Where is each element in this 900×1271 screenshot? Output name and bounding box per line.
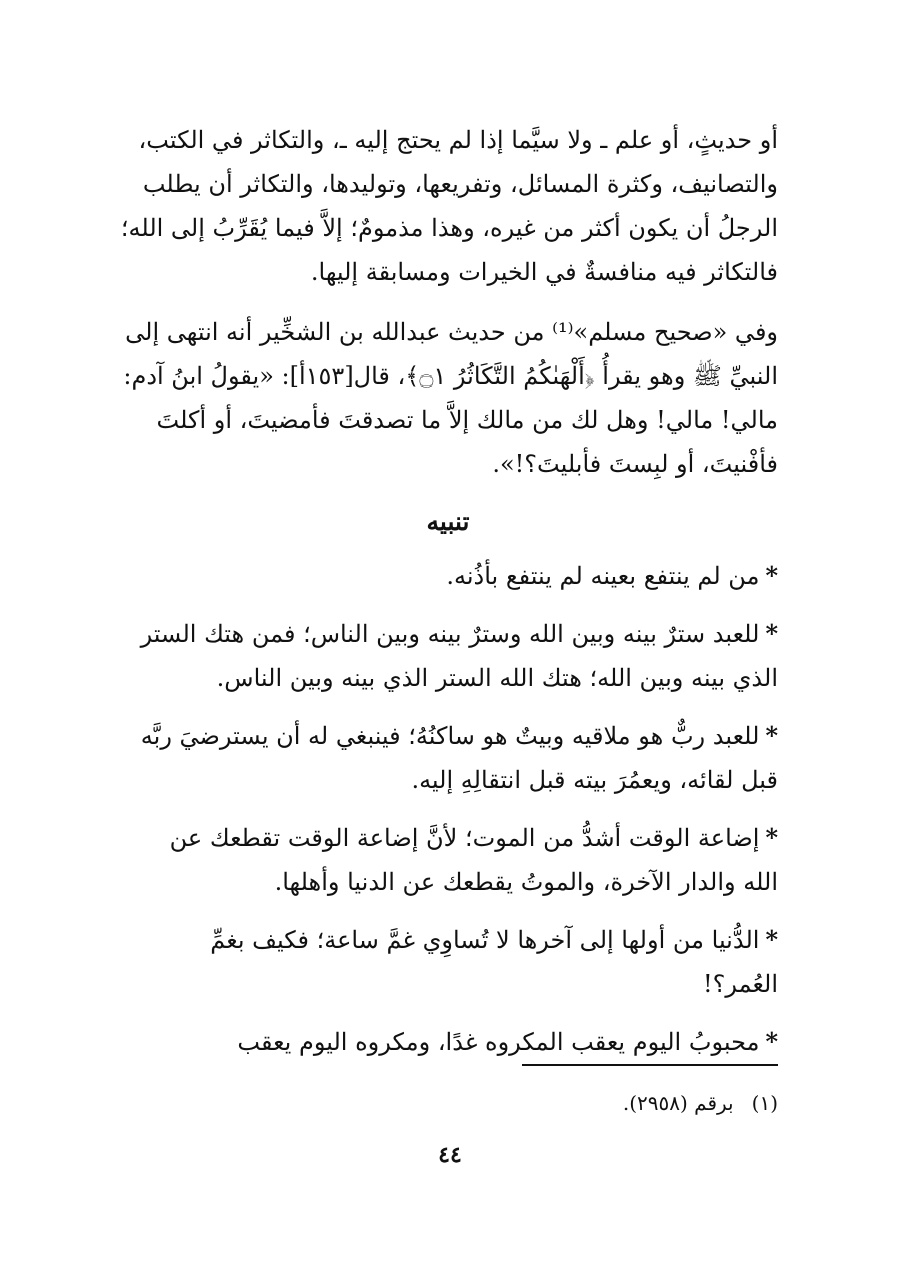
paragraph-takathur <box>118 118 778 294</box>
line-text: للعبد ربٌّ هو ملاقيه وبيتٌ هو ساكنُهُ؛ فينبغي له أن يسترضيَ ربَّه <box>140 722 760 750</box>
text-line: الذي بينه وبين الله؛ هتك الله الستر الذي بينه وبين الناس. <box>216 664 778 692</box>
bullet-item <box>118 1020 778 1064</box>
text-line: الرجلُ أن يكون أكثر من غيره، وهذا مذمومٌ؛ إلاَّ فيما يُقَرِّبُ إلى الله؛ <box>120 214 778 242</box>
line-text: إضاعة الوقت أشدُّ من الموت؛ لأنَّ إضاعة الوقت تقطعك عن <box>169 824 760 852</box>
star-marker: * <box>765 619 778 648</box>
paragraph-hadith <box>118 310 778 486</box>
footnote-divider <box>522 1064 778 1066</box>
bullet-item <box>118 612 778 700</box>
line-text: محبوبُ اليوم يعقب المكروه غدًا، ومكروه اليوم يعقب <box>237 1028 760 1056</box>
text-line: فأفْنيتَ، أو لبِستَ فأبليتَ؟!». <box>492 450 778 478</box>
star-marker: * <box>765 925 778 954</box>
line-text: الدُّنيا من أولها إلى آخرها لا تُساوِي غمَّ ساعة؛ فكيف بغمِّ <box>210 926 760 954</box>
text-line <box>118 612 778 656</box>
text-line: الله والدار الآخرة، والموتُ يقطعك عن الدنيا وأهلها. <box>274 868 778 896</box>
text-line: وفي «صحيح مسلم»⁽¹⁾ من حديث عبدالله بن الشخِّير أنه انتهى إلى <box>125 318 778 346</box>
star-marker: * <box>765 1027 778 1056</box>
footnote <box>118 1088 778 1118</box>
text-line: أو حديثٍ، أو علم ـ ولا سيَّما إذا لم يحتج إليه ـ، والتكاثر في الكتب، <box>138 126 778 154</box>
bullet-item <box>118 714 778 802</box>
footnote-text: برقم (٢٩٥٨). <box>622 1091 734 1115</box>
star-marker: * <box>765 823 778 852</box>
text-line <box>118 918 778 962</box>
text-line: فالتكاثر فيه منافسةٌ في الخيرات ومسابقة إليها. <box>310 258 778 286</box>
star-marker: * <box>765 721 778 750</box>
text-line: قبل لقائه، ويعمُرَ بيته قبل انتقالِهِ إليه. <box>411 766 778 794</box>
section-heading: تنبيه <box>426 507 470 536</box>
text-line: العُمر؟! <box>702 970 778 998</box>
bullet-item <box>118 918 778 1006</box>
footnote-number: (١) <box>751 1091 778 1115</box>
text-line <box>118 554 778 598</box>
page-number: ٤٤ <box>438 1142 462 1168</box>
text-line: النبيِّ ﷺ وهو يقرأُ ﴿أَلْهَىٰكُمُ التَّكَاثُرُ ۝١﴾، قال[١٥٣أ]: «يقولُ ابنُ آدم: <box>123 362 778 390</box>
text-line: مالي! مالي! وهل لك من مالك إلاَّ ما تصدقتَ فأمضيتَ، أو أكلتَ <box>156 406 778 434</box>
bullet-item <box>118 554 778 598</box>
text-line <box>118 1020 778 1064</box>
text-line <box>118 816 778 860</box>
text-line <box>118 714 778 758</box>
star-marker: * <box>765 561 778 590</box>
line-text: من لم ينتفع بعينه لم ينتفع بأذُنه. <box>446 562 760 590</box>
bullet-item <box>118 816 778 904</box>
line-text: للعبد سترٌ بينه وبين الله وسترٌ بينه وبين الناس؛ فمن هتك الستر <box>140 620 760 648</box>
text-line: والتصانيف، وكثرة المسائل، وتفريعها، وتوليدها، والتكاثر أن يطلب <box>142 170 778 198</box>
